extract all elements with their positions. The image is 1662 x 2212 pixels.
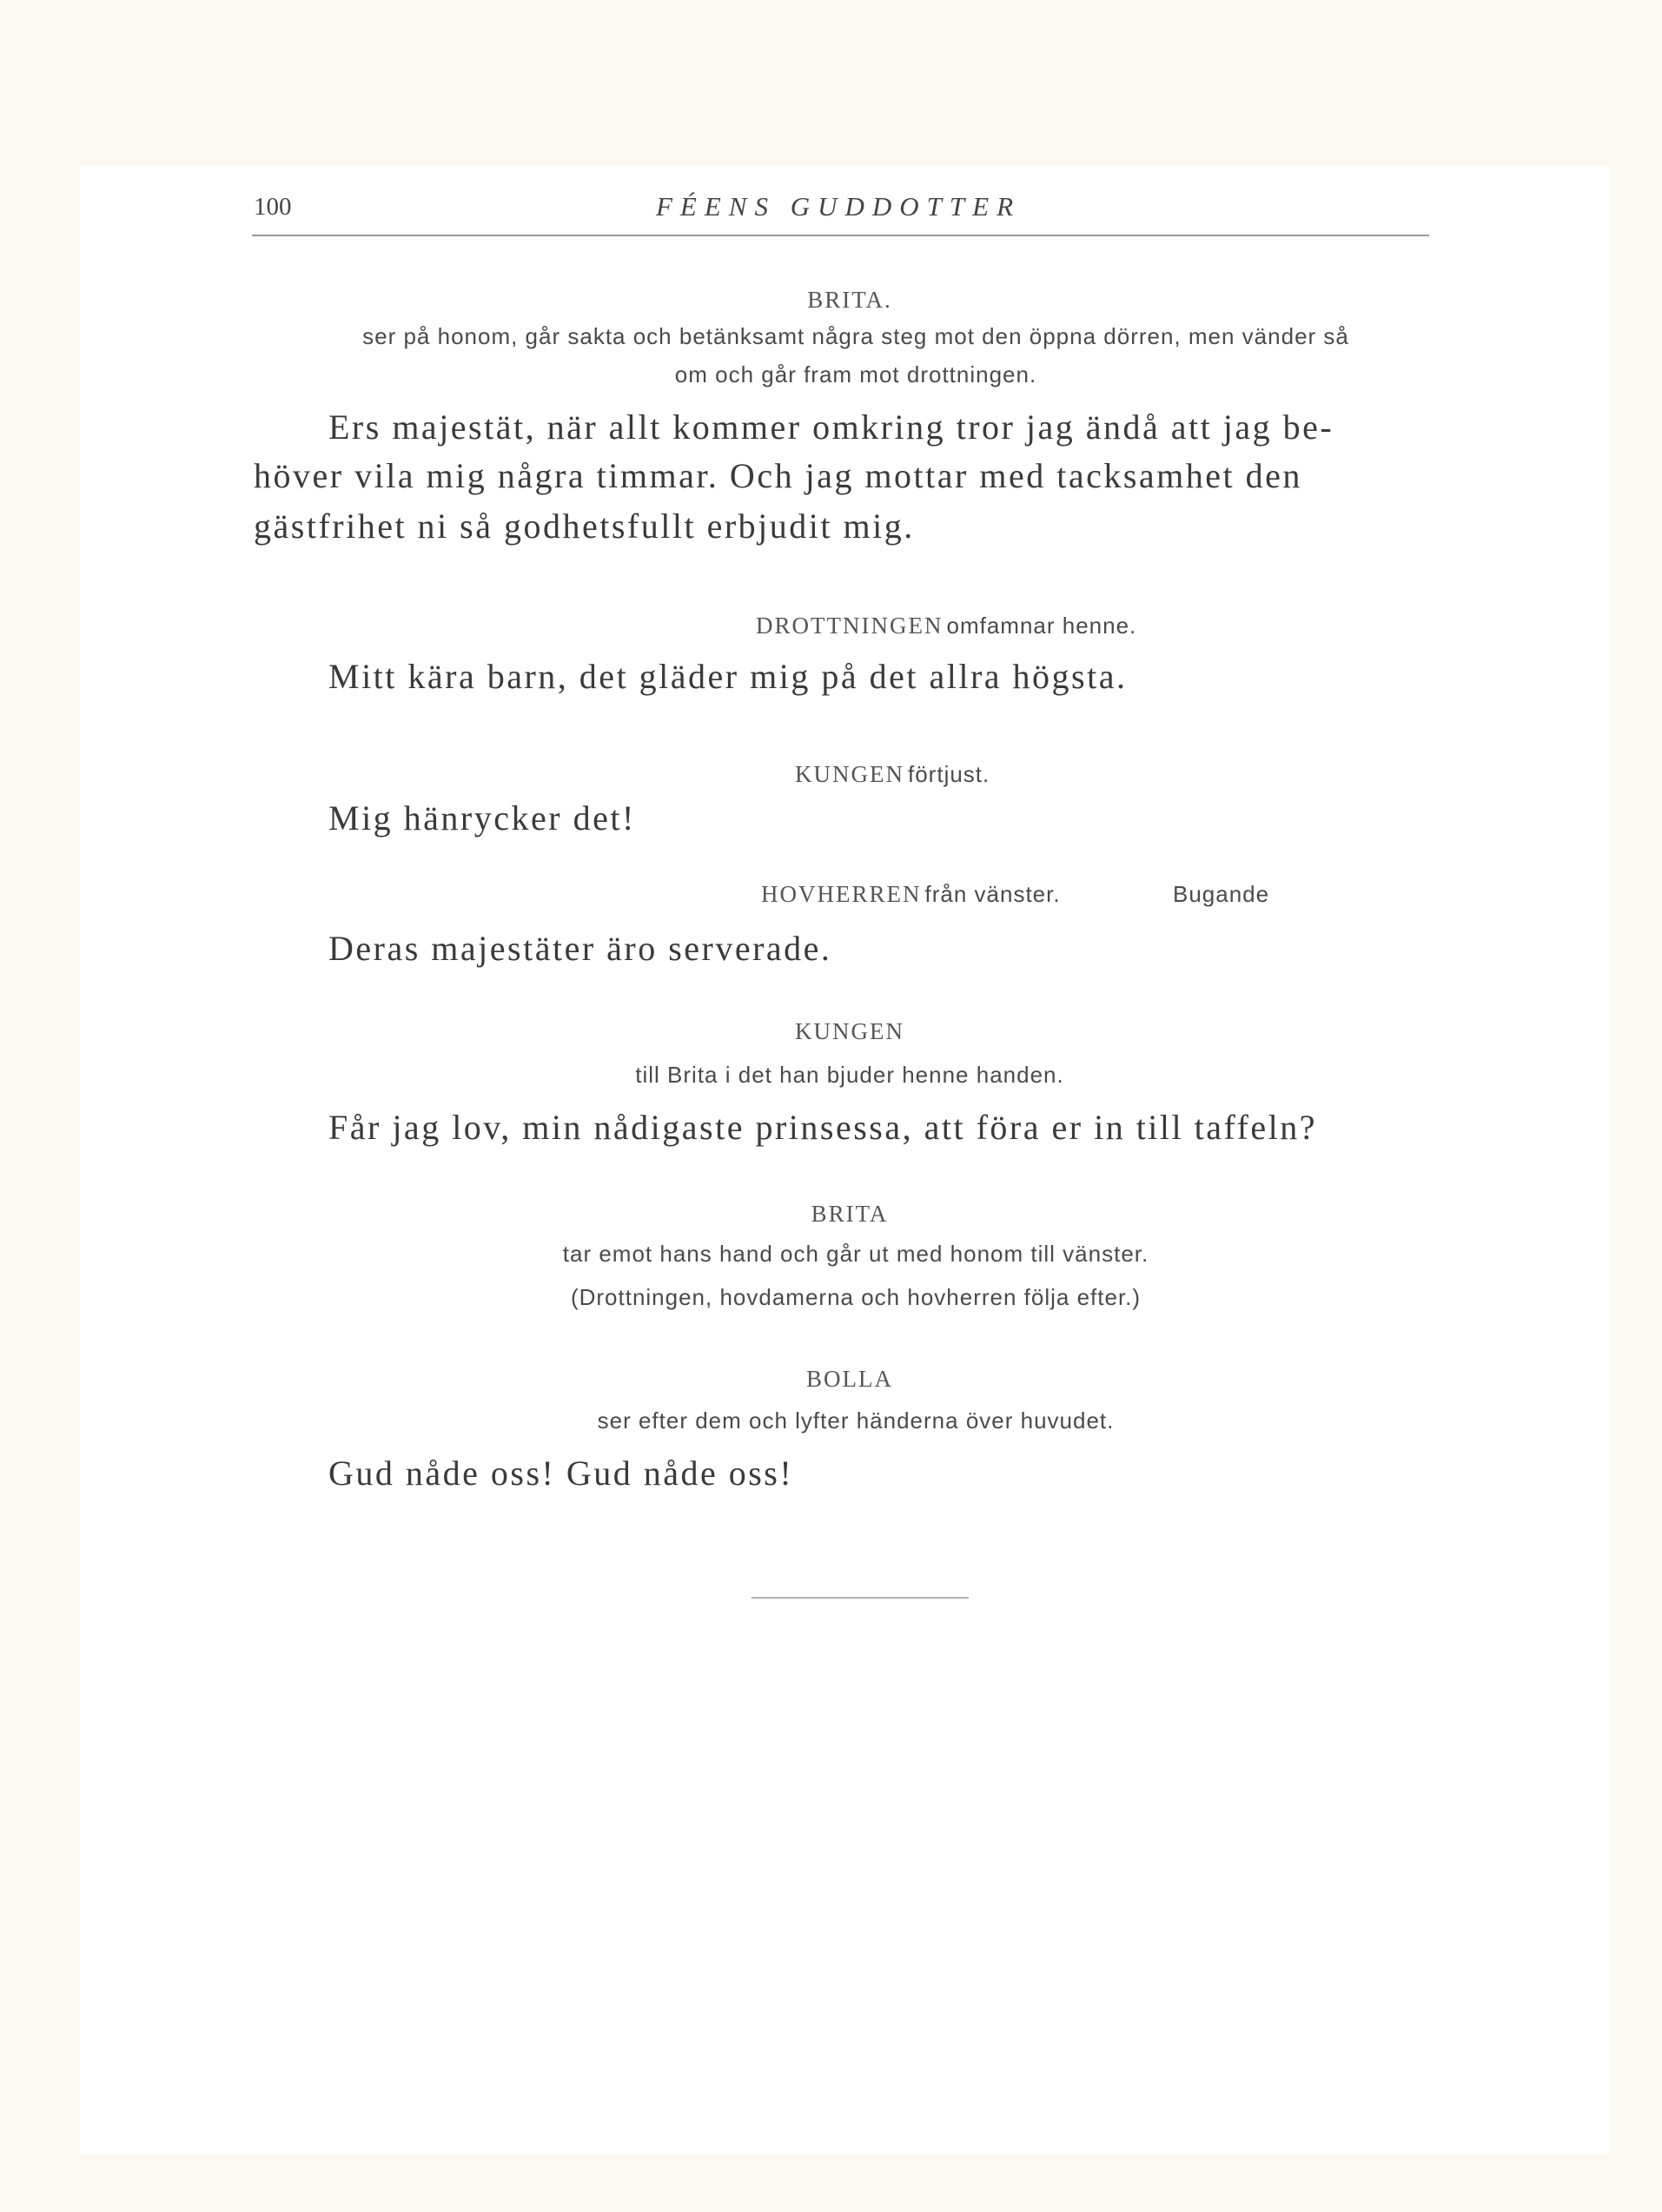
speaker-name: KUNGEN	[795, 761, 904, 787]
dialogue-line: gästfrihet ni så godhetsfullt erbjudit mig.	[254, 507, 915, 546]
dialogue-line: Får jag lov, min nådigaste prinsessa, att föra er in till taffeln?	[328, 1108, 1318, 1147]
speaker-name: BOLLA	[806, 1366, 893, 1392]
stage-direction: ser på honom, går sakta och betänksamt några steg mot den öppna dörren, men vänder så	[362, 323, 1349, 349]
dialogue-line: höver vila mig några timmar. Och jag mottar med tacksamhet den	[254, 456, 1302, 495]
dialogue-line: Ers majestät, när allt kommer omkring tror jag ändå att jag be-	[328, 407, 1334, 447]
stage-direction: Bugande	[1173, 881, 1270, 907]
speaker-name: DROTTNINGEN	[756, 613, 944, 639]
speaker-name: BRITA	[811, 1201, 889, 1227]
stage-direction: om och går fram mot drottningen.	[674, 361, 1037, 387]
header-rule	[252, 235, 1429, 236]
speaker-name: HOVHERREN	[761, 881, 922, 907]
page-number: 100	[254, 193, 292, 221]
speaker-name: BRITA.	[807, 287, 892, 313]
stage-direction: från vänster.	[924, 881, 1061, 907]
speaker-heading	[756, 613, 1136, 639]
stage-direction: förtjust.	[908, 761, 990, 787]
dialogue-line: Deras majestäter äro serverade.	[328, 929, 832, 968]
end-rule	[752, 1597, 969, 1599]
stage-direction: omfamnar henne.	[946, 613, 1137, 639]
speaker-name: KUNGEN	[795, 1018, 904, 1044]
dialogue-line: Mitt kära barn, det gläder mig på det allra högsta.	[328, 657, 1128, 696]
stage-direction: ser efter dem och lyfter händerna över huvudet.	[597, 1407, 1115, 1434]
speaker-heading	[761, 881, 1061, 908]
running-title: FÉENS GUDDOTTER	[656, 191, 1022, 222]
stage-direction: tar emot hans hand och går ut med honom till vänster.	[562, 1241, 1149, 1267]
stage-direction: (Drottningen, hovdamerna och hovherren följa efter.)	[570, 1284, 1142, 1310]
dialogue-line: Mig hänrycker det!	[328, 798, 636, 838]
stage-direction: till Brita i det han bjuder henne handen.	[635, 1062, 1064, 1088]
dialogue-line: Gud nåde oss! Gud nåde oss!	[328, 1454, 794, 1493]
speaker-heading	[795, 761, 990, 788]
